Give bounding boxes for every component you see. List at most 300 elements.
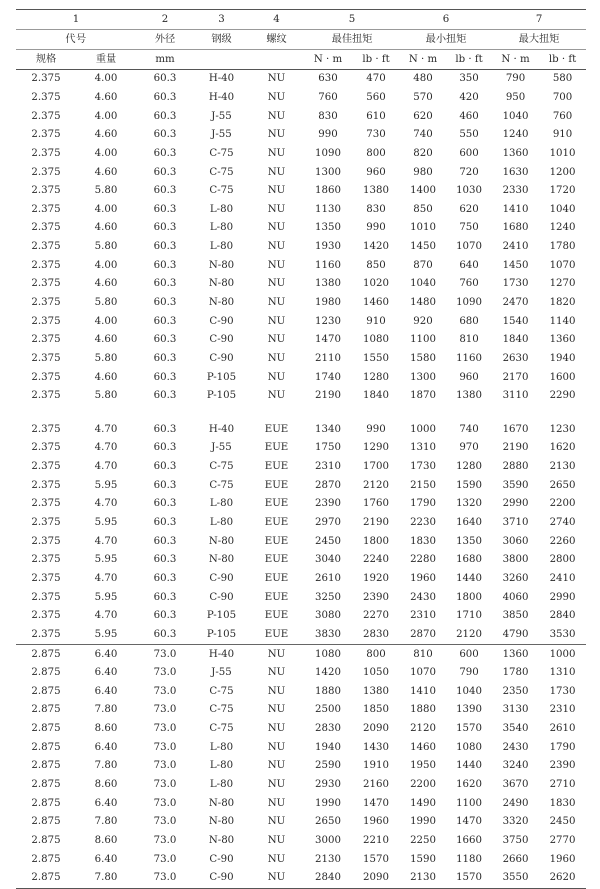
cell-outer-diameter: 73.0 [153,797,177,809]
cell-min-nm: 2310 [410,610,436,622]
cell-opt-lbft: 2190 [363,517,389,529]
cell-opt-nm: 1130 [315,203,341,215]
cell-max-lbft: 2840 [549,610,576,622]
cell-weight: 5.80 [94,352,118,364]
cell-min-nm: 480 [413,73,433,85]
cell-min-nm: 2280 [410,554,436,566]
cell-min-nm: 740 [413,129,433,141]
cell-max-nm: 1360 [492,645,539,664]
cell-max-nm: 2490 [502,797,529,809]
cell-size: 2.875 [31,853,61,865]
cell-min-lbft: 600 [446,645,492,664]
table-row [16,626,586,645]
cell-min-nm: 1870 [410,390,436,402]
table-row [16,368,586,387]
cell-max-lbft: 1230 [549,423,576,435]
cell-outer-diameter: 73.0 [153,834,177,846]
cell-max-lbft: 1960 [549,853,576,865]
cell-max-lbft: 2410 [549,572,576,584]
cell-weight: 5.95 [94,554,118,566]
cell-outer-diameter: 60.3 [153,185,177,197]
cell-size: 2.875 [31,741,61,753]
table-row [16,145,586,164]
cell-steel-grade: J-55 [211,110,232,122]
cell-max-nm: 4790 [502,628,529,640]
cell-min-lbft: 1350 [456,535,482,547]
col-number-3: 3 [194,10,249,30]
cell-outer-diameter: 60.3 [153,241,177,253]
cell-opt-nm: 1420 [315,667,341,679]
cell-steel-grade: N-80 [208,554,235,566]
cell-steel-grade: N-80 [208,834,235,846]
table-row [16,850,586,869]
cell-weight: 4.70 [94,610,118,622]
torque-table-page [16,9,586,889]
cell-opt-lbft: 1430 [363,741,389,753]
cell-opt-lbft: 1760 [363,498,389,510]
cell-min-nm: 1070 [410,667,436,679]
table-row [16,607,586,626]
cell-outer-diameter: 73.0 [153,741,177,753]
cell-weight: 5.95 [94,591,118,603]
cell-thread: NU [267,797,286,809]
cell-min-nm: 1410 [410,685,436,697]
cell-steel-grade: P-105 [206,390,237,402]
cell-outer-diameter: 60.3 [153,91,177,103]
cell-opt-nm: 1230 [315,315,341,327]
cell-thread: NU [267,110,286,122]
cell-weight: 4.70 [94,442,118,454]
cell-min-nm: 1010 [410,222,436,234]
cell-outer-diameter: 60.3 [153,479,177,491]
table-row [16,532,586,551]
cell-max-nm: 1630 [502,166,529,178]
cell-steel-grade: P-105 [206,371,237,383]
cell-weight: 4.60 [94,334,118,346]
cell-opt-lbft: 1550 [363,352,389,364]
cell-max-lbft: 1730 [549,685,576,697]
cell-max-lbft: 2390 [549,760,576,772]
cell-outer-diameter: 73.0 [153,816,177,828]
table-row [16,738,586,757]
cell-opt-nm: 3250 [315,591,341,603]
cell-opt-nm: 2650 [315,816,341,828]
cell-weight: 6.40 [76,645,136,664]
sub-label-thread-blank [249,50,304,70]
cell-thread: NU [267,73,286,85]
cell-max-nm: 2630 [502,352,529,364]
cell-max-lbft: 1360 [549,334,576,346]
cell-size: 2.875 [31,797,61,809]
table-row [16,163,586,182]
cell-thread: EUE [264,554,289,566]
cell-max-lbft: 1200 [549,166,576,178]
cell-min-nm: 2200 [410,779,436,791]
cell-opt-nm: 2830 [315,723,341,735]
cell-size: 2.375 [31,203,61,215]
column-number-row [16,10,586,30]
cell-opt-nm: 1300 [315,166,341,178]
cell-thread: NU [267,704,286,716]
cell-opt-lbft: 2090 [352,869,400,888]
cell-opt-nm: 1470 [315,334,341,346]
cell-opt-lbft: 2830 [363,628,389,640]
unit-row [16,50,586,70]
cell-opt-nm: 2930 [315,779,341,791]
cell-weight: 5.80 [94,185,118,197]
col-number-6: 6 [400,10,492,30]
cell-weight: 7.80 [94,760,118,772]
cell-max-lbft: 1720 [549,185,576,197]
cell-min-nm: 1450 [410,241,436,253]
cell-opt-lbft: 800 [352,645,400,664]
cell-size: 2.375 [31,241,61,253]
table-row [16,421,586,440]
cell-steel-grade: C-90 [209,591,234,603]
cell-thread: EUE [264,423,289,435]
torque-table [16,9,586,889]
cell-opt-nm: 3830 [315,628,341,640]
cell-opt-nm: 1990 [315,797,341,809]
cell-steel-grade: C-90 [209,352,234,364]
cell-opt-lbft: 1850 [363,704,389,716]
cell-outer-diameter: 60.3 [153,297,177,308]
cell-min-lbft: 740 [459,423,479,435]
cell-max-nm: 1840 [502,334,529,346]
cell-max-nm: 950 [505,91,526,103]
cell-opt-lbft: 2390 [363,591,389,603]
sub-label-mm: mm [136,50,194,70]
cell-min-nm: 1400 [410,185,436,197]
col-number-2: 2 [136,10,194,30]
cell-opt-nm: 830 [318,110,338,122]
cell-outer-diameter: 60.3 [153,628,177,640]
cell-weight: 4.60 [94,129,118,141]
cell-thread: EUE [264,591,289,603]
cell-min-nm: 1730 [410,461,436,473]
cell-size: 2.375 [31,147,61,159]
cell-opt-lbft: 1570 [363,853,389,865]
cell-weight: 6.40 [94,797,118,809]
cell-opt-nm: 2390 [315,498,341,510]
cell-steel-grade: C-75 [209,147,234,159]
cell-max-nm: 3540 [502,723,529,735]
sub-label-size: 规格 [16,50,76,70]
cell-thread: NU [267,315,286,327]
cell-weight: 5.80 [94,297,118,308]
cell-max-lbft: 2770 [549,834,576,846]
cell-opt-nm: 1880 [315,685,341,697]
cell-opt-nm: 1350 [315,222,341,234]
cell-steel-grade: H-40 [208,423,235,435]
cell-outer-diameter: 60.3 [153,203,177,215]
cell-min-nm: 920 [413,315,433,327]
cell-min-lbft: 550 [459,129,479,141]
cell-max-lbft: 910 [552,129,573,141]
cell-max-lbft: 1240 [549,222,576,234]
cell-min-lbft: 760 [459,278,479,290]
cell-min-lbft: 1590 [456,479,482,491]
cell-min-lbft: 1160 [456,352,482,364]
table-row [16,720,586,739]
cell-min-lbft: 1040 [456,685,482,697]
cell-weight: 8.60 [94,723,118,735]
cell-weight: 5.80 [94,241,118,253]
cell-min-lbft: 1470 [456,816,482,828]
cell-max-nm: 3670 [502,779,529,791]
cell-opt-lbft: 470 [366,73,386,85]
cell-min-nm: 1960 [410,572,436,584]
cell-min-nm: 1790 [410,498,436,510]
cell-thread: NU [267,816,286,828]
cell-opt-lbft: 1050 [363,667,389,679]
cell-thread: NU [267,853,286,865]
cell-max-lbft: 700 [552,91,573,103]
cell-steel-grade: C-75 [209,723,234,735]
cell-steel-grade: C-75 [209,704,234,716]
cell-opt-nm: 3000 [315,834,341,846]
cell-outer-diameter: 73.0 [153,723,177,735]
table-row [16,701,586,720]
cell-outer-diameter: 60.3 [153,498,177,510]
cell-min-lbft: 1570 [456,723,482,735]
sub-label-grade-blank [194,50,249,70]
table-row [16,312,586,331]
cell-weight: 4.60 [94,222,118,234]
cell-size: 2.375 [31,166,61,178]
cell-opt-lbft: 2090 [363,723,389,735]
cell-max-nm: 1410 [502,203,529,215]
cell-min-lbft: 350 [459,73,479,85]
cell-weight: 4.70 [94,423,118,435]
cell-max-nm: 3850 [502,610,529,622]
cell-thread: EUE [264,517,289,529]
cell-thread: EUE [264,461,289,473]
cell-min-lbft: 1280 [456,461,482,473]
cell-max-nm: 2430 [502,741,529,753]
cell-weight: 7.80 [94,816,118,828]
cell-size: 2.375 [31,461,61,473]
table-row [16,256,586,275]
table-row [16,495,586,514]
cell-max-nm: 3240 [502,760,529,772]
cell-thread: NU [267,723,286,735]
cell-thread: NU [267,203,286,215]
cell-max-nm: 2990 [502,498,529,510]
cell-steel-grade: C-90 [209,853,234,865]
cell-thread: NU [267,297,286,308]
cell-max-nm: 1780 [502,667,529,679]
cell-opt-lbft: 1700 [363,461,389,473]
cell-outer-diameter: 73.0 [153,779,177,791]
cell-steel-grade: C-90 [194,869,249,888]
cell-min-nm: 1590 [410,853,436,865]
cell-opt-nm: 2870 [315,479,341,491]
cell-min-nm: 2150 [410,479,436,491]
cell-steel-grade: L-80 [209,517,234,529]
cell-outer-diameter: 60.3 [153,110,177,122]
cell-min-lbft: 750 [459,222,479,234]
cell-min-lbft: 1080 [456,741,482,753]
cell-weight: 4.60 [94,278,118,290]
cell-min-nm: 2870 [410,628,436,640]
cell-opt-nm: 760 [318,91,338,103]
cell-opt-lbft: 1470 [363,797,389,809]
cell-outer-diameter: 60.3 [153,352,177,364]
cell-weight: 6.40 [94,853,118,865]
cell-max-lbft: 2650 [549,479,576,491]
table-row [16,794,586,813]
cell-min-lbft: 1570 [446,869,492,888]
table-row [16,439,586,458]
cell-max-lbft: 1000 [539,645,586,664]
cell-min-nm: 1990 [410,816,436,828]
cell-max-lbft: 2990 [549,591,576,603]
cell-min-lbft: 1440 [456,760,482,772]
cell-thread: NU [267,222,286,234]
cell-thread: EUE [264,628,289,640]
table-row [16,476,586,495]
cell-max-lbft: 2710 [549,779,576,791]
cell-max-nm: 1540 [502,315,529,327]
cell-size: 2.875 [31,704,61,716]
cell-weight: 4.00 [94,73,118,85]
cell-size: 2.375 [31,535,61,547]
col-title-optimum-torque: 最佳扭矩 [304,30,400,50]
cell-opt-lbft: 990 [366,222,386,234]
cell-outer-diameter: 73.0 [153,760,177,772]
cell-min-nm: 2130 [400,869,446,888]
cell-max-nm: 3800 [502,554,529,566]
cell-opt-lbft: 960 [366,166,386,178]
table-row [16,683,586,702]
cell-min-lbft: 1620 [456,779,482,791]
cell-opt-lbft: 1380 [363,185,389,197]
cell-steel-grade: L-80 [209,203,234,215]
cell-opt-nm: 1380 [315,278,341,290]
cell-steel-grade: C-90 [209,315,234,327]
cell-outer-diameter: 60.3 [153,423,177,435]
cell-steel-grade: J-55 [211,442,232,454]
cell-max-nm: 2880 [502,461,529,473]
cell-size: 2.875 [31,760,61,772]
cell-min-lbft: 1090 [456,297,482,308]
cell-size: 2.375 [31,278,61,290]
cell-max-nm: 3550 [492,869,539,888]
cell-min-nm: 2230 [410,517,436,529]
cell-opt-lbft: 830 [366,203,386,215]
cell-size: 2.375 [31,479,61,491]
cell-max-lbft: 2610 [549,723,576,735]
cell-outer-diameter: 60.3 [153,442,177,454]
cell-opt-nm: 1160 [315,259,341,271]
table-row [16,107,586,126]
cell-max-lbft: 580 [552,73,573,85]
cell-max-lbft: 2800 [549,554,576,566]
cell-outer-diameter: 60.3 [153,147,177,159]
cell-max-nm: 1730 [502,278,529,290]
cell-size: 2.375 [31,572,61,584]
table-row [16,458,586,477]
cell-thread: NU [267,667,286,679]
cell-opt-nm: 1740 [315,371,341,383]
cell-min-lbft: 790 [459,667,479,679]
col-number-1: 1 [16,10,136,30]
cell-size: 2.375 [31,297,61,308]
cell-min-lbft: 720 [459,166,479,178]
table-row [16,869,586,888]
cell-max-nm: 3320 [502,816,529,828]
sub-label-opt-lbft: lb · ft [352,50,400,70]
cell-size: 2.875 [31,667,61,679]
cell-steel-grade: C-90 [209,334,234,346]
table-row [16,89,586,108]
cell-min-nm: 1880 [410,704,436,716]
cell-opt-lbft: 850 [366,259,386,271]
cell-max-nm: 4060 [502,591,529,603]
cell-size: 2.375 [31,352,61,364]
cell-opt-nm: 2610 [315,572,341,584]
cell-thread: NU [267,760,286,772]
cell-min-nm: 1100 [410,334,436,346]
cell-max-lbft: 1620 [549,442,576,454]
cell-size: 2.375 [31,334,61,346]
cell-thread: NU [267,779,286,791]
cell-weight: 4.70 [94,535,118,547]
cell-min-nm: 2120 [410,723,436,735]
cell-opt-lbft: 1920 [363,572,389,584]
cell-thread: NU [267,241,286,253]
cell-outer-diameter: 60.3 [153,129,177,141]
cell-min-nm: 2430 [410,591,436,603]
cell-steel-grade: J-55 [211,129,232,141]
cell-min-nm: 1580 [410,352,436,364]
cell-opt-nm: 3040 [315,554,341,566]
cell-opt-nm: 3080 [315,610,341,622]
cell-min-nm: 620 [413,110,433,122]
table-row [16,757,586,776]
cell-min-lbft: 1440 [456,572,482,584]
cell-thread: NU [267,129,286,141]
cell-opt-nm: 1080 [304,645,352,664]
sub-label-max-nm: N · m [492,50,539,70]
cell-size: 2.375 [31,442,61,454]
cell-size: 2.875 [16,645,76,664]
cell-opt-nm: 2110 [315,352,341,364]
cell-max-lbft: 1040 [549,203,576,215]
col-title-max-torque: 最大扭矩 [492,30,586,50]
cell-max-lbft: 1940 [549,352,576,364]
table-row [16,294,586,313]
cell-steel-grade: N-80 [208,535,235,547]
cell-opt-lbft: 1420 [363,241,389,253]
cell-opt-lbft: 800 [366,147,386,159]
cell-steel-grade: P-105 [206,610,237,622]
cell-steel-grade: C-90 [209,572,234,584]
cell-min-lbft: 640 [459,259,479,271]
cell-min-lbft: 460 [459,110,479,122]
cell-steel-grade: J-55 [211,667,232,679]
cell-size: 2.375 [31,628,61,640]
cell-steel-grade: L-80 [209,741,234,753]
cell-outer-diameter: 60.3 [153,315,177,327]
cell-thread: NU [267,91,286,103]
cell-max-lbft: 2450 [549,816,576,828]
cell-max-nm: 2170 [502,371,529,383]
cell-max-nm: 1360 [502,147,529,159]
cell-opt-lbft: 1960 [363,816,389,828]
cell-opt-lbft: 1380 [363,685,389,697]
